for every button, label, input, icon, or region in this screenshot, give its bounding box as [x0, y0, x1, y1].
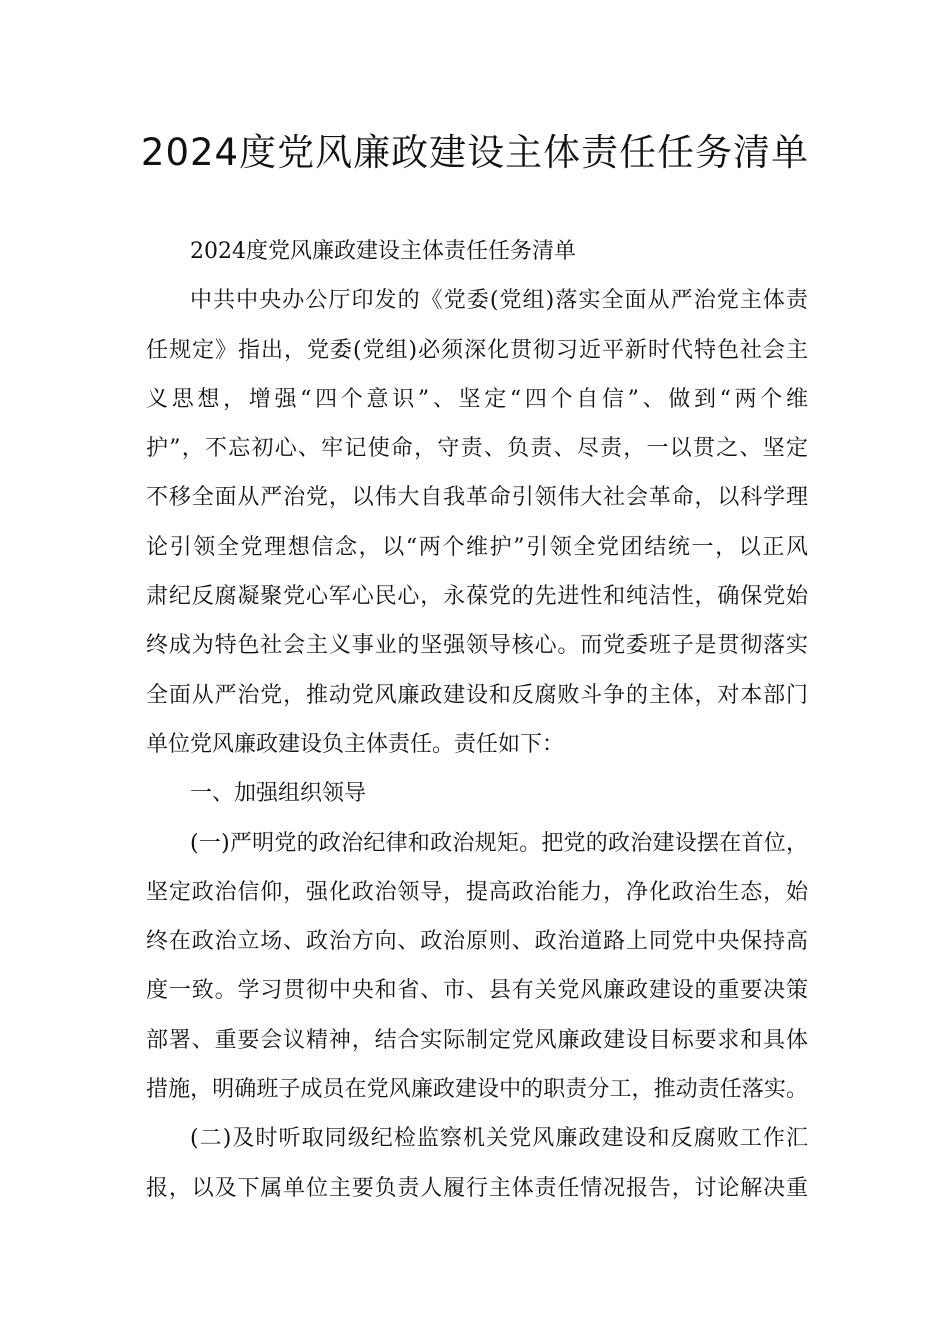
text-line: 义思想，增强“四个意识”、坚定“四个自信”、做到“两个维	[146, 386, 808, 412]
text-line: 任规定》指出，党委(党组)必须深化贯彻习近平新时代特色社会主	[146, 337, 808, 363]
text-line: 全面从严治党，推动党风廉政建设和反腐败斗争的主体，对本部门	[146, 682, 808, 708]
text-line: 肃纪反腐凝聚党心军心民心，永葆党的先进性和纯洁性，确保党始	[146, 584, 808, 610]
text-line: 单位党风廉政建设负主体责任。责任如下：	[146, 731, 565, 757]
document-body	[146, 227, 808, 1213]
text-line: 一、加强组织领导	[190, 781, 367, 807]
text-line: 措施，明确班子成员在党风廉政建设中的职责分工，推动责任落实。	[146, 1077, 808, 1103]
text-line: (二)及时听取同级纪检监察机关党风廉政建设和反腐败工作汇	[190, 1126, 808, 1152]
text-line: 2024度党风廉政建设主体责任任务清单	[190, 239, 576, 264]
text-line: 护”，不忘初心、牢记使命，守责、负责、尽责，一以贯之、坚定	[146, 436, 808, 462]
text-line: (一)严明党的政治纪律和政治规矩。把党的政治建设摆在首位，	[190, 830, 808, 856]
text-line: 度一致。学习贯彻中央和省、市、县有关党风廉政建设的重要决策	[146, 978, 808, 1004]
text-line: 报，以及下属单位主要负责人履行主体责任情况报告，讨论解决重	[146, 1175, 808, 1201]
text-line: 论引领全党理想信念，以“两个维护”引领全党团结统一，以正风	[146, 534, 808, 560]
document-title: 2024度党风廉政建设主体责任任务清单	[140, 131, 810, 174]
text-line: 中共中央办公厅印发的《党委(党组)落实全面从严治党主体责	[190, 288, 808, 314]
text-line: 部署、重要会议精神，结合实际制定党风廉政建设目标要求和具体	[146, 1027, 808, 1053]
text-line: 不移全面从严治党，以伟大自我革命引领伟大社会革命，以科学理	[146, 485, 808, 511]
text-line: 终成为特色社会主义事业的坚强领导核心。而党委班子是贯彻落实	[146, 633, 808, 659]
text-line: 坚定政治信仰，强化政治领导，提高政治能力，净化政治生态，始	[146, 879, 808, 905]
text-line: 终在政治立场、政治方向、政治原则、政治道路上同党中央保持高	[146, 929, 808, 955]
